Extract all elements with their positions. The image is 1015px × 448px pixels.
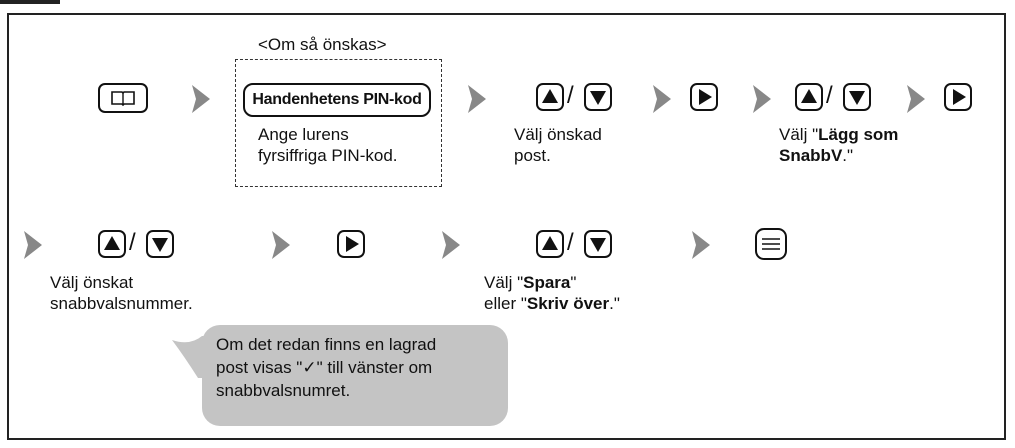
step-arrow-icon <box>651 84 673 114</box>
down-key[interactable] <box>843 83 871 111</box>
step-arrow-icon <box>466 84 488 114</box>
pin-desc-line1: Ange lurens <box>258 125 349 144</box>
callout-line1: Om det redan finns en lagrad <box>216 335 437 354</box>
pin-desc-line2: fyrsiffriga PIN-kod. <box>258 146 398 165</box>
optional-box <box>235 59 442 187</box>
callout-line2: post visas "✓" till vänster om <box>216 358 433 377</box>
step-arrow-icon <box>22 230 44 260</box>
select-number-line1: Välj önskat <box>50 273 134 292</box>
pin-code-key[interactable]: Handenhetens PIN-kod <box>243 83 431 117</box>
step-arrow-icon <box>690 230 712 260</box>
up-key[interactable] <box>795 83 823 111</box>
step-arrow-icon <box>270 230 292 260</box>
save-line: Välj "Spara" <box>484 273 577 292</box>
phonebook-key[interactable] <box>98 83 148 113</box>
overwrite-line: eller "Skriv över." <box>484 294 620 313</box>
step-arrow-icon <box>440 230 462 260</box>
menu-key[interactable] <box>755 228 787 260</box>
select-number-line2: snabbvalsnummer. <box>50 294 193 313</box>
up-key-icon <box>797 85 821 109</box>
right-key-icon <box>946 85 970 109</box>
slash: / <box>129 229 136 256</box>
callout-line3: snabbvalsnumret. <box>216 381 351 400</box>
top-strip <box>0 0 60 4</box>
slash: / <box>567 82 574 109</box>
set-speed-line1: Välj "Lägg som <box>779 125 899 144</box>
right-key-icon <box>339 232 363 256</box>
down-key-icon <box>845 85 869 109</box>
down-key[interactable] <box>146 230 174 258</box>
up-key-icon <box>100 232 124 256</box>
down-key[interactable] <box>584 230 612 258</box>
step-arrow-icon <box>751 84 773 114</box>
optional-label: <Om så önskas> <box>258 35 387 54</box>
select-entry-line1: Välj önskad <box>514 125 602 144</box>
up-key[interactable] <box>536 83 564 111</box>
menu-key-icon <box>757 230 785 258</box>
set-speed-line2: SnabbV." <box>779 146 854 165</box>
down-key-icon <box>586 85 610 109</box>
select-entry-line2: post. <box>514 146 551 165</box>
up-key-icon <box>538 85 562 109</box>
up-key[interactable] <box>98 230 126 258</box>
down-key[interactable] <box>584 83 612 111</box>
right-key[interactable] <box>337 230 365 258</box>
right-key[interactable] <box>944 83 972 111</box>
up-key[interactable] <box>536 230 564 258</box>
step-arrow-icon <box>905 84 927 114</box>
right-key-icon <box>692 85 716 109</box>
slash: / <box>567 229 574 256</box>
right-key[interactable] <box>690 83 718 111</box>
step-arrow-icon <box>190 84 212 114</box>
slash: / <box>826 82 833 109</box>
callout-bubble <box>202 325 508 426</box>
down-key-icon <box>586 232 610 256</box>
up-key-icon <box>538 232 562 256</box>
callout-text <box>216 333 436 402</box>
phonebook-key-icon <box>100 85 146 111</box>
down-key-icon <box>148 232 172 256</box>
